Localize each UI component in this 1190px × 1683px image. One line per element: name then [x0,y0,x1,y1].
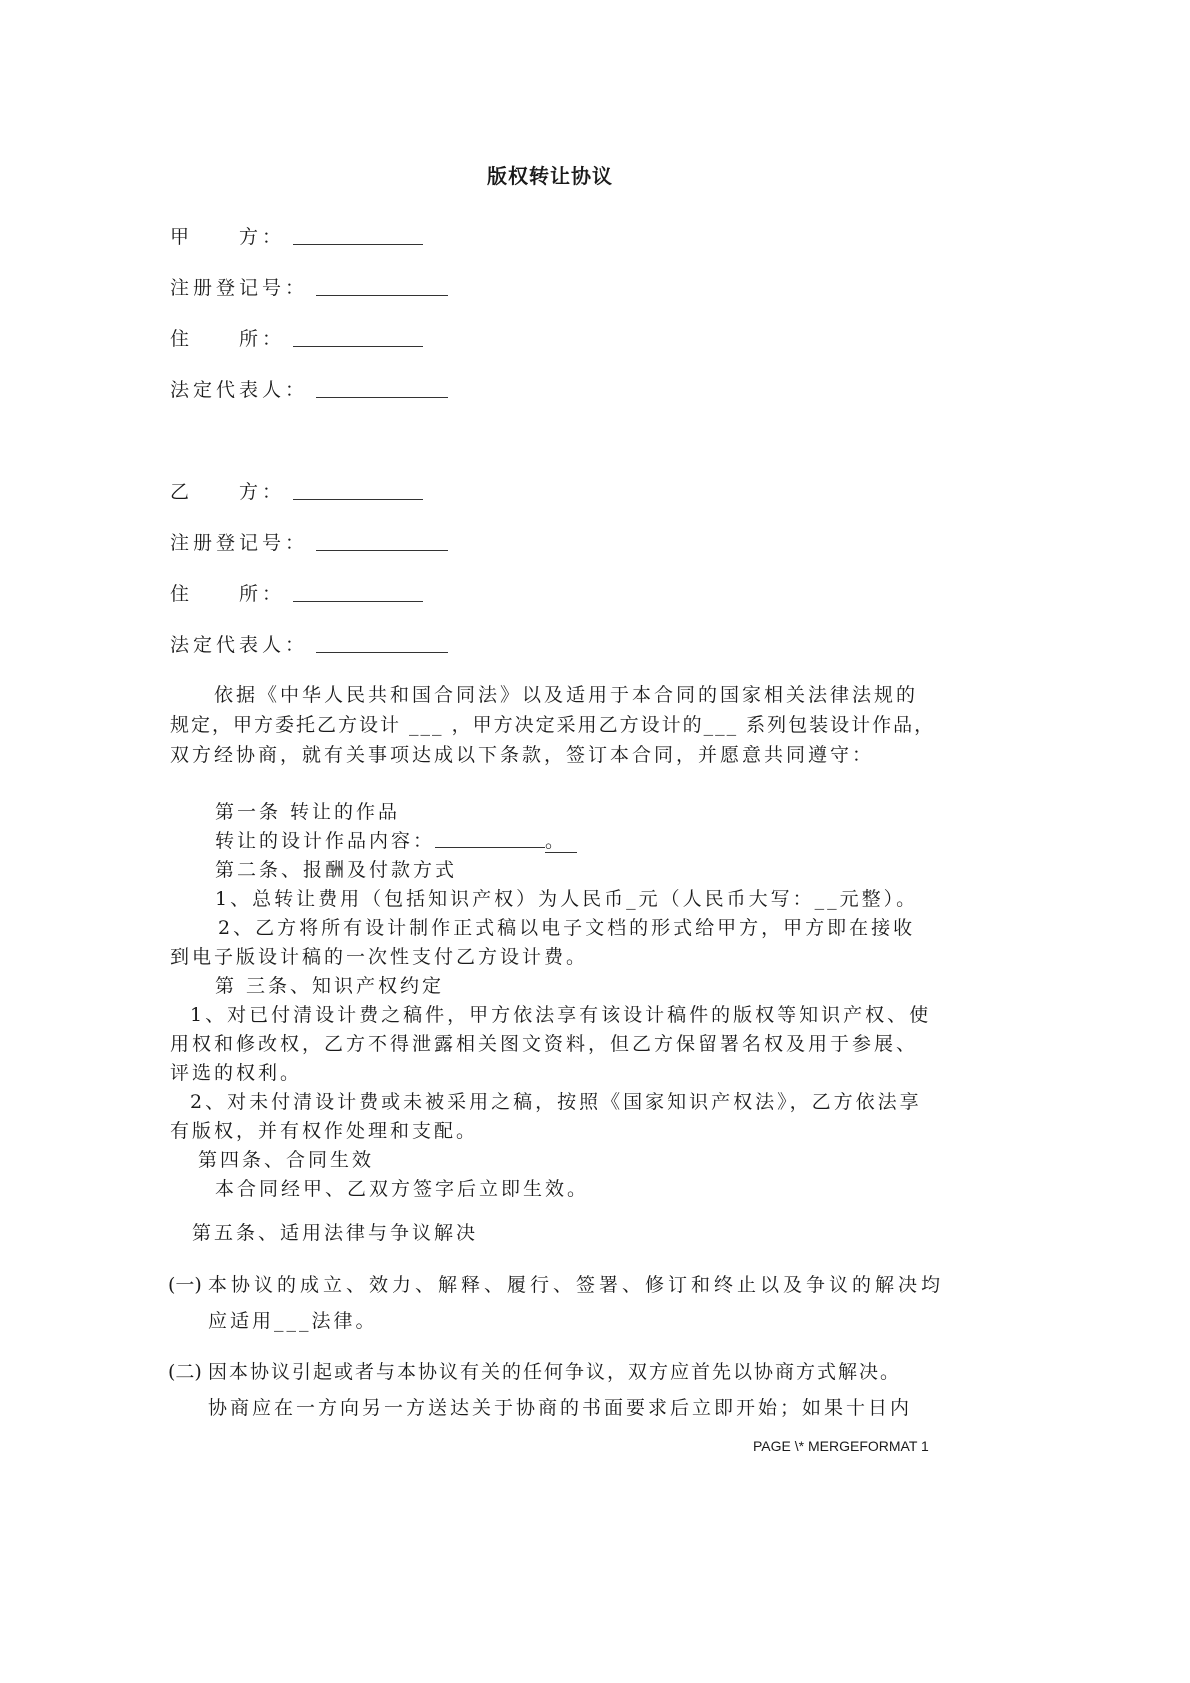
preamble-line-2: 规定，甲方委托乙方设计 ___ ，甲方决定采用乙方设计的___ 系列包装设计作品， [170,714,936,736]
party-b-reg-input-line [316,532,448,551]
party-a-reg-field [170,273,448,300]
party-b-address-input-line [293,583,423,602]
party-a-rep-input-line [316,379,448,398]
article-3-item-2-line-1: 2、对未付清设计费或未被采用之稿，按照《国家知识产权法》，乙方依法享 [190,1091,922,1113]
party-a-rep-field [170,375,448,402]
article-1-heading: 第一条 转让的作品 [215,801,401,823]
party-a-reg-label: 注册登记号： [170,277,309,299]
party-b-reg-label: 注册登记号： [170,532,309,554]
party-a-input-line [293,226,423,245]
party-b-address-label: 住 所： [170,583,286,605]
article-1-content-label: 转让的设计作品内容： [215,830,436,852]
article-5-clause-1-line-1: 本协议的成立、效力、解释、履行、签署、修订和终止以及争议的解决均 [208,1274,945,1296]
article-4-heading: 第四条、合同生效 [198,1149,375,1171]
preamble-line-3: 双方经协商，就有关事项达成以下条款，签订本合同，并愿意共同遵守： [170,744,875,766]
party-a-rep-label: 法定代表人： [170,379,309,401]
party-a-address-input-line [293,328,423,347]
article-5-clause-1-number: (一) [168,1274,202,1296]
article-2-item-1: 1、总转让费用（包括知识产权）为人民币_元（人民币大写：__元整）。 [215,888,919,910]
article-3-item-1-line-1: 1、对已付清设计费之稿件，甲方依法享有该设计稿件的版权等知识产权、使 [190,1004,932,1026]
party-a-address-label: 住 所： [170,328,286,350]
article-2-heading: 第二条、报酬及付款方式 [215,859,458,881]
article-1-content-end: 。 [545,830,577,853]
article-4-content: 本合同经甲、乙双方签字后立即生效。 [215,1178,590,1200]
party-b-rep-label: 法定代表人： [170,634,309,656]
article-2-item-2-line-1: 2、乙方将所有设计制作正式稿以电子文档的形式给甲方，甲方即在接收 [218,917,916,939]
article-5-clause-2-number: (二) [168,1361,202,1383]
party-a-field [170,222,423,249]
article-2-item-2-line-2: 到电子版设计稿的一次性支付乙方设计费。 [170,946,589,968]
party-a-reg-input-line [316,277,448,296]
party-b-field [170,477,423,504]
article-5-heading: 第五条、适用法律与争议解决 [192,1222,479,1244]
article-3-item-1-line-3: 评选的权利。 [170,1062,303,1084]
article-1-content [215,826,577,853]
party-b-address-field [170,579,423,606]
party-b-rep-input-line [316,634,448,653]
party-a-address-field [170,324,423,351]
article-1-content-blank [435,831,545,848]
page-footer: PAGE \* MERGEFORMAT 1 [753,1438,929,1454]
party-b-rep-field [170,630,448,657]
party-b-input-line [293,481,423,500]
article-5-clause-1-line-2: 应适用___法律。 [208,1310,378,1332]
article-5-clause-2-line-1: 因本协议引起或者与本协议有关的任何争议，双方应首先以协商方式解决。 [208,1361,902,1383]
party-a-label: 甲 方： [170,226,286,248]
party-b-reg-field [170,528,448,555]
preamble-line-1: 依据《中华人民共和国合同法》以及适用于本合同的国家相关法律法规的 [170,684,919,706]
article-5-clause-2-line-2: 协商应在一方向另一方送达关于协商的书面要求后立即开始；如果十日内 [208,1397,913,1419]
document-title: 版权转让协议 [487,164,613,188]
article-3-item-2-line-2: 有版权，并有权作处理和支配。 [170,1120,479,1142]
article-3-item-1-line-2: 用权和修改权，乙方不得泄露相关图文资料，但乙方保留署名权及用于参展、 [170,1033,919,1055]
article-3-heading: 第 三条、知识产权约定 [215,975,445,997]
party-b-label: 乙 方： [170,481,286,503]
